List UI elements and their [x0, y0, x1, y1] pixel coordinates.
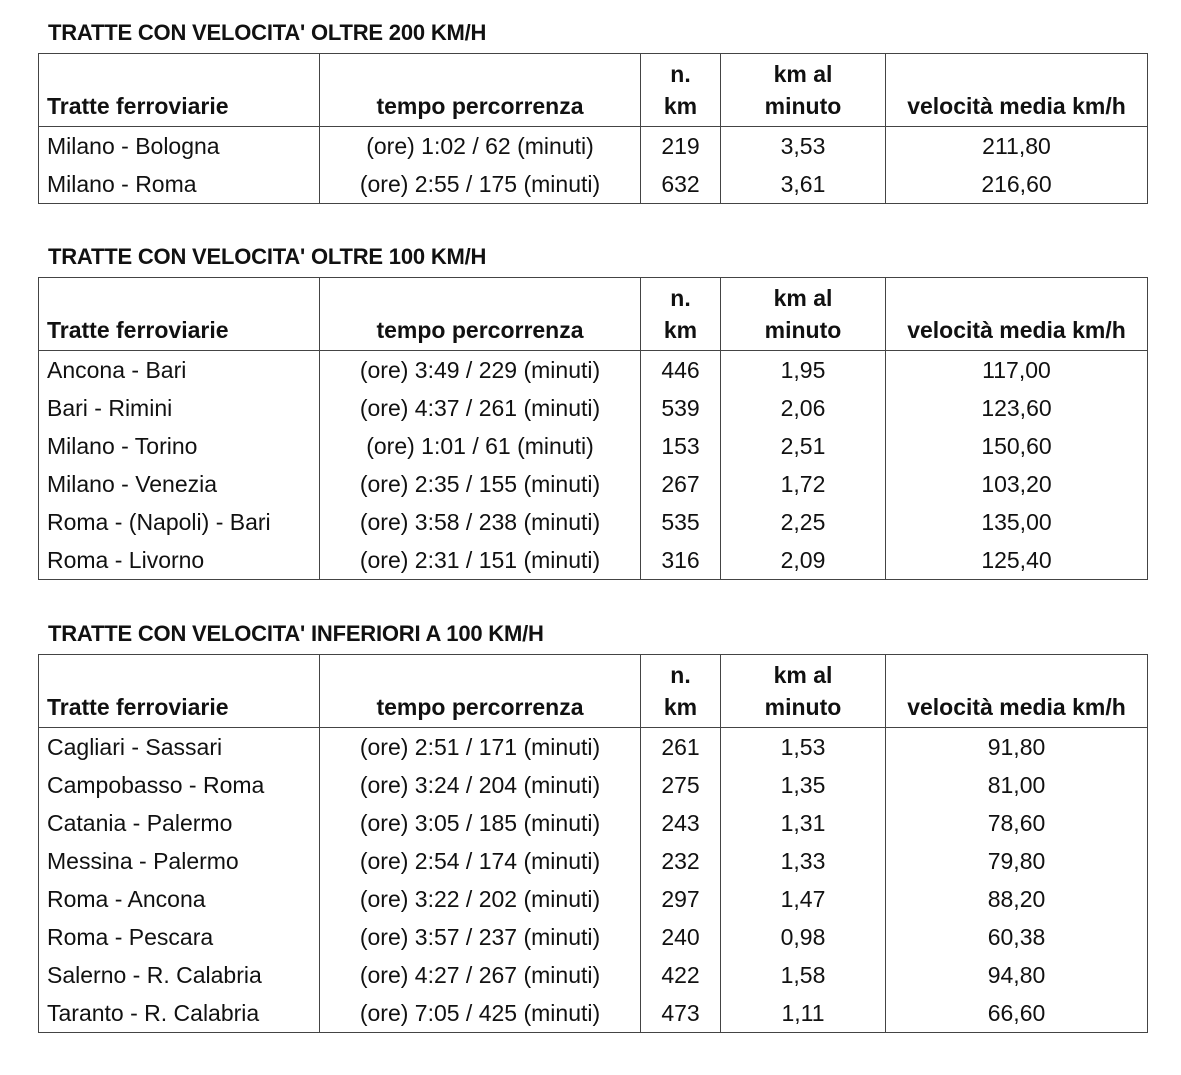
section-title: TRATTE CON VELOCITA' OLTRE 200 KM/H	[48, 20, 487, 45]
cell-time: (ore) 3:57 / 237 (minuti)	[320, 918, 641, 956]
table-row	[39, 465, 1148, 503]
table-row	[39, 766, 1148, 804]
header-km-line2: km	[663, 93, 698, 119]
header-km-line1: n.	[670, 285, 691, 311]
routes-table	[38, 53, 1148, 204]
cell-route: Cagliari - Sassari	[39, 728, 320, 767]
cell-route: Milano - Venezia	[39, 465, 320, 503]
cell-time: (ore) 1:01 / 61 (minuti)	[320, 427, 641, 465]
cell-speed: 79,80	[886, 842, 1148, 880]
cell-km-per-minute: 1,53	[721, 728, 886, 767]
cell-time: (ore) 3:24 / 204 (minuti)	[320, 766, 641, 804]
cell-km: 535	[641, 503, 721, 541]
header-time: tempo percorrenza	[320, 278, 641, 351]
table-row	[39, 728, 1148, 767]
table-header-row	[39, 655, 1148, 728]
header-km-line1: n.	[670, 662, 691, 688]
table-row	[39, 351, 1148, 390]
cell-speed: 81,00	[886, 766, 1148, 804]
header-km-per-minute	[721, 655, 886, 728]
header-kmmin-line2: minuto	[764, 317, 842, 343]
header-km-per-minute	[721, 54, 886, 127]
header-kmmin-line2: minuto	[764, 694, 842, 720]
cell-km: 243	[641, 804, 721, 842]
cell-speed: 60,38	[886, 918, 1148, 956]
cell-time: (ore) 3:49 / 229 (minuti)	[320, 351, 641, 390]
cell-km-per-minute: 1,33	[721, 842, 886, 880]
cell-km-per-minute: 1,11	[721, 994, 886, 1033]
table-header-row	[39, 278, 1148, 351]
cell-km: 422	[641, 956, 721, 994]
cell-time: (ore) 2:31 / 151 (minuti)	[320, 541, 641, 580]
header-kmmin-line1: km al	[773, 662, 833, 688]
cell-time: (ore) 2:54 / 174 (minuti)	[320, 842, 641, 880]
table-row	[39, 918, 1148, 956]
cell-km-per-minute: 1,47	[721, 880, 886, 918]
header-speed: velocità media km/h	[886, 54, 1148, 127]
cell-speed: 150,60	[886, 427, 1148, 465]
routes-table	[38, 277, 1148, 580]
cell-time: (ore) 4:37 / 261 (minuti)	[320, 389, 641, 427]
table-row	[39, 880, 1148, 918]
cell-time: (ore) 4:27 / 267 (minuti)	[320, 956, 641, 994]
cell-route: Roma - Pescara	[39, 918, 320, 956]
cell-speed: 66,60	[886, 994, 1148, 1033]
cell-route: Ancona - Bari	[39, 351, 320, 390]
cell-speed: 125,40	[886, 541, 1148, 580]
cell-time: (ore) 2:55 / 175 (minuti)	[320, 165, 641, 204]
header-kmmin-line1: km al	[773, 61, 833, 87]
table-row	[39, 389, 1148, 427]
table-row	[39, 127, 1148, 166]
table-row	[39, 842, 1148, 880]
cell-km-per-minute: 2,51	[721, 427, 886, 465]
header-route: Tratte ferroviarie	[39, 278, 320, 351]
table-row	[39, 427, 1148, 465]
cell-time: (ore) 2:35 / 155 (minuti)	[320, 465, 641, 503]
header-km	[641, 278, 721, 351]
cell-km: 153	[641, 427, 721, 465]
cell-speed: 135,00	[886, 503, 1148, 541]
cell-km-per-minute: 2,25	[721, 503, 886, 541]
header-km	[641, 54, 721, 127]
cell-route: Salerno - R. Calabria	[39, 956, 320, 994]
cell-km-per-minute: 3,53	[721, 127, 886, 166]
cell-km: 275	[641, 766, 721, 804]
cell-time: (ore) 3:58 / 238 (minuti)	[320, 503, 641, 541]
cell-route: Campobasso - Roma	[39, 766, 320, 804]
header-kmmin-line2: minuto	[764, 93, 842, 119]
cell-route: Milano - Bologna	[39, 127, 320, 166]
cell-km-per-minute: 1,58	[721, 956, 886, 994]
cell-km-per-minute: 2,06	[721, 389, 886, 427]
table-row	[39, 541, 1148, 580]
cell-km-per-minute: 1,72	[721, 465, 886, 503]
header-route: Tratte ferroviarie	[39, 655, 320, 728]
cell-speed: 211,80	[886, 127, 1148, 166]
cell-route: Messina - Palermo	[39, 842, 320, 880]
table-row	[39, 503, 1148, 541]
cell-time: (ore) 2:51 / 171 (minuti)	[320, 728, 641, 767]
cell-km-per-minute: 2,09	[721, 541, 886, 580]
routes-table	[38, 654, 1148, 1033]
header-speed: velocità media km/h	[886, 655, 1148, 728]
table-row	[39, 956, 1148, 994]
cell-km: 267	[641, 465, 721, 503]
table-row	[39, 994, 1148, 1033]
cell-km: 219	[641, 127, 721, 166]
cell-time: (ore) 7:05 / 425 (minuti)	[320, 994, 641, 1033]
cell-route: Bari - Rimini	[39, 389, 320, 427]
cell-km: 473	[641, 994, 721, 1033]
cell-speed: 216,60	[886, 165, 1148, 204]
cell-time: (ore) 3:05 / 185 (minuti)	[320, 804, 641, 842]
cell-km-per-minute: 3,61	[721, 165, 886, 204]
header-kmmin-line1: km al	[773, 285, 833, 311]
cell-time: (ore) 1:02 / 62 (minuti)	[320, 127, 641, 166]
cell-route: Milano - Roma	[39, 165, 320, 204]
cell-speed: 88,20	[886, 880, 1148, 918]
cell-km-per-minute: 0,98	[721, 918, 886, 956]
cell-km: 539	[641, 389, 721, 427]
section-title: TRATTE CON VELOCITA' OLTRE 100 KM/H	[48, 244, 487, 269]
cell-km-per-minute: 1,31	[721, 804, 886, 842]
cell-speed: 78,60	[886, 804, 1148, 842]
header-km-line2: km	[663, 694, 698, 720]
header-time: tempo percorrenza	[320, 655, 641, 728]
cell-route: Catania - Palermo	[39, 804, 320, 842]
table-row	[39, 165, 1148, 204]
header-km-line1: n.	[670, 61, 691, 87]
cell-route: Roma - (Napoli) - Bari	[39, 503, 320, 541]
cell-km-per-minute: 1,35	[721, 766, 886, 804]
cell-km: 232	[641, 842, 721, 880]
cell-time: (ore) 3:22 / 202 (minuti)	[320, 880, 641, 918]
cell-route: Milano - Torino	[39, 427, 320, 465]
cell-route: Roma - Ancona	[39, 880, 320, 918]
cell-speed: 94,80	[886, 956, 1148, 994]
header-km-per-minute	[721, 278, 886, 351]
header-km-line2: km	[663, 317, 698, 343]
cell-route: Taranto - R. Calabria	[39, 994, 320, 1033]
cell-speed: 91,80	[886, 728, 1148, 767]
cell-km: 632	[641, 165, 721, 204]
cell-speed: 123,60	[886, 389, 1148, 427]
header-km	[641, 655, 721, 728]
cell-route: Roma - Livorno	[39, 541, 320, 580]
section-title: TRATTE CON VELOCITA' INFERIORI A 100 KM/H	[48, 621, 544, 646]
table-header-row	[39, 54, 1148, 127]
cell-km: 316	[641, 541, 721, 580]
header-speed: velocità media km/h	[886, 278, 1148, 351]
header-time: tempo percorrenza	[320, 54, 641, 127]
header-route: Tratte ferroviarie	[39, 54, 320, 127]
cell-km-per-minute: 1,95	[721, 351, 886, 390]
table-row	[39, 804, 1148, 842]
cell-speed: 103,20	[886, 465, 1148, 503]
cell-speed: 117,00	[886, 351, 1148, 390]
cell-km: 240	[641, 918, 721, 956]
cell-km: 261	[641, 728, 721, 767]
cell-km: 446	[641, 351, 721, 390]
cell-km: 297	[641, 880, 721, 918]
